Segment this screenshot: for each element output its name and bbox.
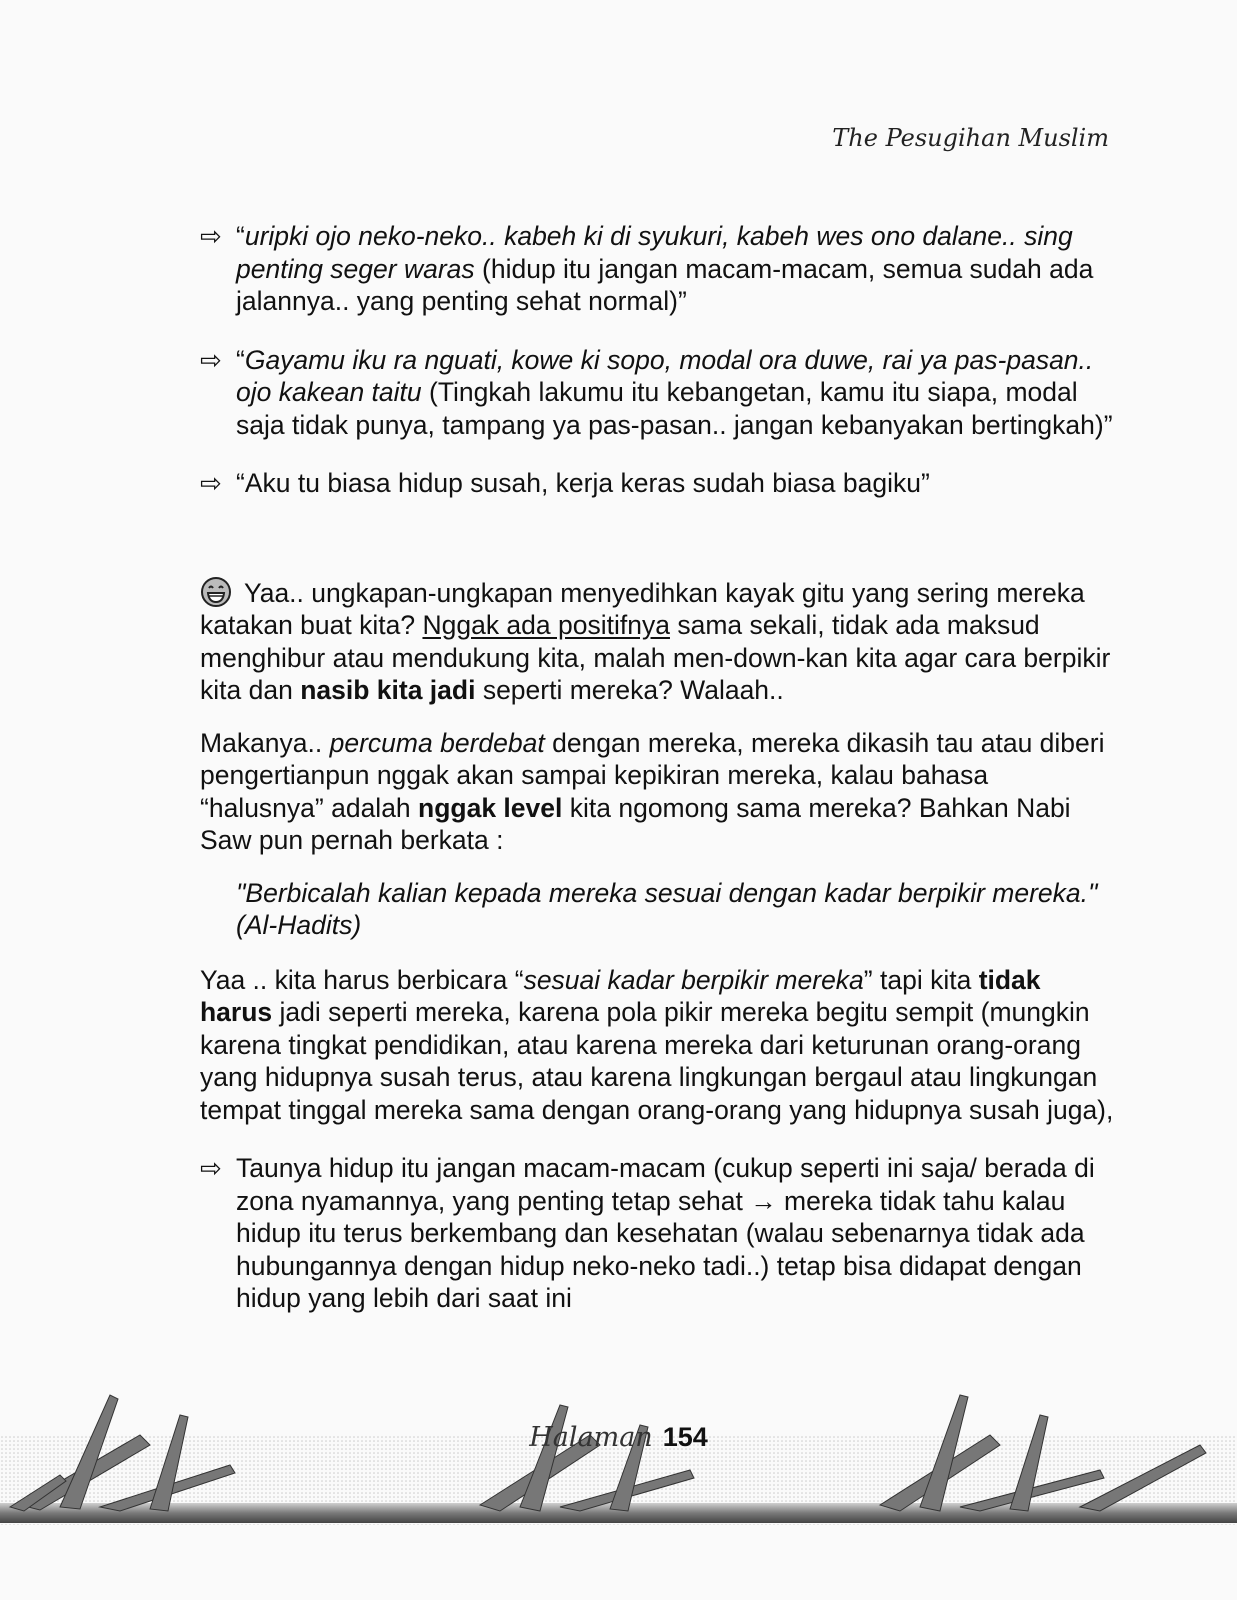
decorative-footer-graphic [0, 1375, 1237, 1545]
translation: (hidup itu jangan macam-macam, semua sudah ada jalannya.. yang penting sehat normal)” [236, 253, 1094, 316]
paragraph: Makanya.. percuma berdebat dengan mereka, mereka dikasih tau atau diberi pengertianpun nggak akan sampai kepikiran mereka, kalau bahasa “halusnya” adalah nggak level kita ngomong sama mereka? Bahkan Nabi Saw pun pernah berkata : [200, 727, 1105, 855]
bullet-item: ⇨ “uripki ojo neko-neko.. kabeh ki di syukuri, kabeh wes ono dalane.. sing penting seger waras (hidup itu jangan macam-macam, semua sudah ada jalannya.. yang penting sehat normal)” [200, 221, 1094, 316]
arrow-right-outline-icon: ⇨ [200, 468, 222, 498]
bold-phrase: nggak level [418, 792, 563, 823]
page-body [200, 220, 1115, 1341]
page-number: Halaman 154 [529, 1422, 708, 1453]
paragraph: Yaa.. ungkapan-ungkapan menyedihkan kayak gitu yang sering mereka katakan buat kita? Nggak ada positifnya sama sekali, tidak ada maksud menghibur atau mendukung kita, malah men-down-kan kita agar cara berpikir kita dan nasib kita jadi seperti mereka? Walaah.. [200, 577, 1111, 705]
running-title: The Pesugihan Muslim [832, 124, 1109, 152]
underlined-phrase: Nggak ada positifnya [422, 610, 670, 640]
italic-phrase: percuma berdebat [329, 727, 545, 758]
italic-phrase: sesuai kadar berpikir mereka [523, 964, 864, 995]
laughing-face-icon [200, 576, 232, 608]
paragraph: Yaa .. kita harus berbicara “sesuai kadar berpikir mereka” tapi kita tidak harus jadi seperti mereka, karena pola pikir mereka begitu sempit (mungkin karena tingkat pendidikan, atau karena mereka dari keturunan orang-orang yang hidupnya susah terus, atau karena lingkungan bergaul atau lingkungan tempat tinggal mereka sama dengan orang-orang yang hidupnya susah juga), [200, 964, 1114, 1125]
bullet-text: “Aku tu biasa hidup susah, kerja keras sudah biasa bagiku” [236, 468, 930, 498]
hadith-quote: "Berbicalah kalian kepada mereka sesuai dengan kadar berpikir mereka." (Al-Hadits) [236, 877, 1098, 940]
bullet-item: ⇨ “Gayamu iku ra nguati, kowe ki sopo, modal ora duwe, rai ya pas-pasan.. ojo kakean taitu (Tingkah lakumu itu kebangetan, kamu itu siapa, modal saja tidak punya, tampang ya pas-pasan.. jangan kebanyakan bertingkah)” [200, 344, 1113, 440]
arrow-right-icon: → [750, 1185, 777, 1216]
translation: (Tingkah lakumu itu kebangetan, kamu itu siapa, modal saja tidak punya, tampang ya pas-pasan.. jangan kebanyakan bertingkah)” [236, 377, 1113, 440]
javanese-quote: Gayamu iku ra nguati, kowe ki sopo, modal ora duwe, rai ya pas-pasan.. ojo kakean taitu [236, 344, 1094, 407]
bullet-item [200, 467, 1115, 500]
arrow-right-outline-icon: ⇨ [200, 344, 222, 375]
bold-phrase: nasib kita jadi [300, 675, 476, 705]
bold-phrase: tidak harus [200, 964, 1041, 1027]
bullet-item: ⇨ Taunya hidup itu jangan macam-macam (cukup seperti ini saja/ berada di zona nyamannya, yang penting tetap sehat → mereka tidak tahu kalau hidup itu terus berkembang dan kesehatan (walau sebenarnya tidak ada hubungannya dengan hidup neko-neko tadi..) tetap bisa didapat dengan hidup yang lebih dari saat ini [200, 1153, 1095, 1313]
arrow-right-outline-icon: ⇨ [200, 1153, 222, 1183]
arrow-right-outline-icon: ⇨ [200, 221, 222, 251]
javanese-quote: uripki ojo neko-neko.. kabeh ki di syukuri, kabeh wes ono dalane.. sing penting seger waras [236, 221, 1073, 284]
